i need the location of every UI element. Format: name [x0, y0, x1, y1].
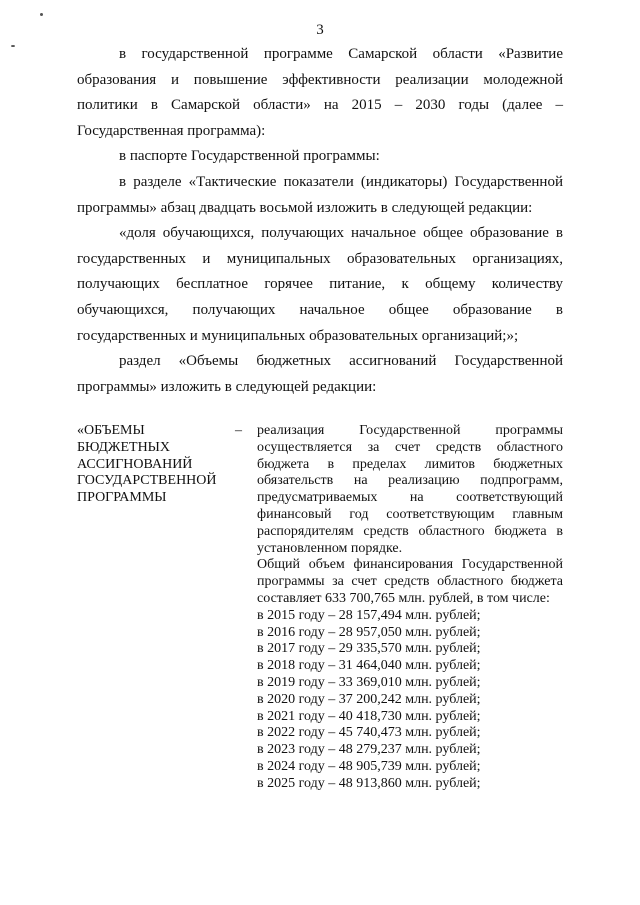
budget-year-item: в 2016 году – 28 957,050 млн. рублей;	[257, 624, 481, 640]
budget-year-item: в 2024 году – 48 905,739 млн. рублей;	[257, 758, 481, 774]
budget-dash: –	[235, 423, 242, 438]
budget-year-item: в 2017 году – 29 335,570 млн. рублей;	[257, 641, 481, 657]
budget-label-line: ПРОГРАММЫ	[77, 490, 167, 506]
budget-year-item: в 2018 году – 31 464,040 млн. рублей;	[257, 658, 481, 674]
budget-label-line: АССИГНОВАНИЙ	[77, 456, 193, 472]
paragraph-budget-section: раздел «Объемы бюджетных ассигнований Государственной программы» изложить в следующей редакции:	[77, 353, 563, 395]
budget-year-item: в 2022 году – 45 740,473 млн. рублей;	[257, 725, 481, 741]
budget-year-item: в 2025 году – 48 913,860 млн. рублей;	[257, 775, 481, 791]
budget-label	[77, 423, 242, 507]
budget-year-item: в 2020 году – 37 200,242 млн. рублей;	[257, 691, 481, 707]
paragraph-tactical-indicators: в разделе «Тактические показатели (индикаторы) Государственной программы» абзац двадцать восьмой изложить в следующей редакции:	[77, 173, 563, 216]
budget-year-item: в 2019 году – 33 369,010 млн. рублей;	[257, 674, 481, 690]
budget-year-list	[257, 608, 563, 793]
budget-content	[257, 423, 563, 793]
page-number: 3	[316, 22, 324, 38]
budget-label-line: «ОБЪЕМЫ	[77, 423, 145, 438]
scan-speck	[11, 45, 15, 47]
paragraph-program-intro: в государственной программе Самарской области «Развитие образования и повышение эффективности реализации молодежной политики в Самарской области» на 2015 – 2030 годы (далее – Государственная программа):	[77, 46, 563, 139]
budget-year-item: в 2021 году – 40 418,730 млн. рублей;	[257, 708, 481, 724]
budget-year-item: в 2015 году – 28 157,494 млн. рублей;	[257, 607, 481, 623]
budget-description: реализация Государственной программы осуществляется за счет средств областного бюджета в пределах лимитов бюджетных обязательств на реализацию подпрограмм, предусматриваемых на соответствующий финансовый год соответствующим главным распорядителям средств областного бюджета в установленном порядке.	[257, 423, 563, 556]
budget-year-item: в 2023 году – 48 279,237 млн. рублей;	[257, 742, 481, 758]
paragraph-passport: в паспорте Государственной программы:	[119, 148, 380, 165]
budget-label-line: ГОСУДАРСТВЕННОЙ	[77, 473, 217, 489]
scan-speck	[40, 13, 43, 16]
budget-label-line: БЮДЖЕТНЫХ	[77, 439, 171, 455]
paragraph-indicator-quote: «доля обучающихся, получающих начальное общее образование в государственных и муниципальных образовательных организациях, получающих бесплатное горячее питание, к общему количеству обучающихся, получающих начальное общее образование в государственных и муниципальных образовательных организаций;»;	[77, 225, 563, 344]
budget-total: Общий объем финансирования Государственной программы за счет средств областного бюджета составляет 633 700,765 млн. рублей, в том числе:	[257, 557, 563, 606]
document-body	[77, 42, 563, 400]
